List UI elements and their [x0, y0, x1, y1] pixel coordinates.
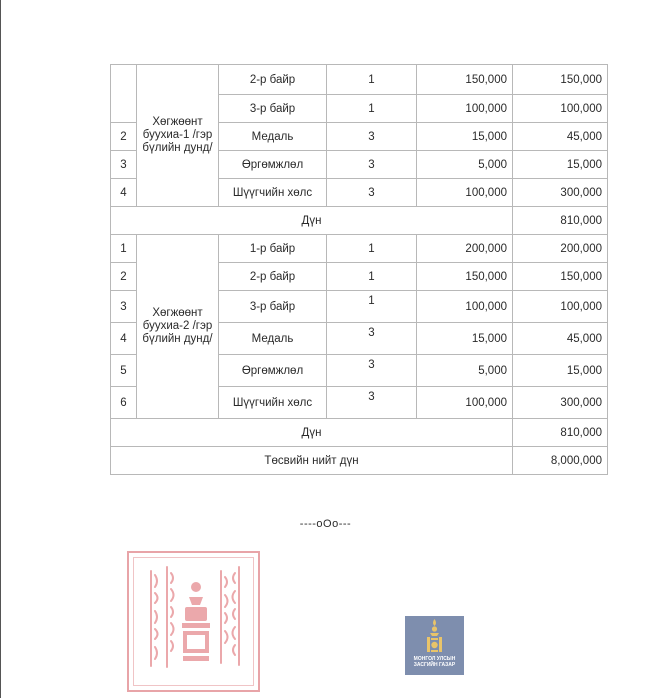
item-name: 3-р байр: [219, 291, 327, 323]
unit-price: 100,000: [417, 387, 513, 419]
subtotal-row: [111, 419, 608, 447]
unit-price: 100,000: [417, 179, 513, 207]
event-name: Хөгжөөнт буухиа-2 /гэр бүлийн дунд/: [137, 235, 219, 419]
unit-price: 15,000: [417, 123, 513, 151]
row-number: [111, 65, 137, 123]
quantity: 1: [327, 235, 417, 263]
unit-price: 150,000: [417, 263, 513, 291]
line-total: 100,000: [513, 95, 608, 123]
unit-price: 100,000: [417, 291, 513, 323]
unit-price: 5,000: [417, 151, 513, 179]
unit-price: 5,000: [417, 355, 513, 387]
quantity: 3: [327, 323, 417, 355]
item-name: 2-р байр: [219, 263, 327, 291]
line-total: 300,000: [513, 387, 608, 419]
row-number: 3: [111, 291, 137, 323]
quantity: 1: [327, 263, 417, 291]
line-total: 45,000: [513, 323, 608, 355]
item-name: Өргөмжлөл: [219, 355, 327, 387]
table-row: [111, 235, 608, 263]
subtotal-value: 810,000: [513, 419, 608, 447]
quantity: 1: [327, 291, 417, 323]
ending-mark: ----oOo---: [299, 518, 352, 530]
government-logo: [405, 616, 464, 675]
table-row: [111, 65, 608, 95]
quantity: 3: [327, 355, 417, 387]
grand-total-row: [111, 447, 608, 475]
quantity: 3: [327, 387, 417, 419]
item-name: Шүүгчийн хөлс: [219, 387, 327, 419]
line-total: 15,000: [513, 355, 608, 387]
item-name: Медаль: [219, 323, 327, 355]
row-number: 1: [111, 235, 137, 263]
item-name: Медаль: [219, 123, 327, 151]
official-seal-stamp: [127, 551, 260, 692]
unit-price: 200,000: [417, 235, 513, 263]
line-total: 150,000: [513, 65, 608, 95]
line-total: 45,000: [513, 123, 608, 151]
grand-total-label: Төсвийн нийт дүн: [111, 447, 513, 475]
subtotal-row: [111, 207, 608, 235]
seal-emblem-icon: [129, 553, 262, 694]
line-total: 300,000: [513, 179, 608, 207]
item-name: 3-р байр: [219, 95, 327, 123]
line-total: 200,000: [513, 235, 608, 263]
quantity: 3: [327, 151, 417, 179]
page-left-border: [0, 0, 1, 698]
logo-caption-line2: ЗАСГИЙН ГАЗАР: [413, 662, 456, 668]
row-number: 4: [111, 323, 137, 355]
row-number: 2: [111, 123, 137, 151]
quantity: 3: [327, 123, 417, 151]
subtotal-value: 810,000: [513, 207, 608, 235]
item-name: Өргөмжлөл: [219, 151, 327, 179]
grand-total-value: 8,000,000: [513, 447, 608, 475]
soyombo-icon: [405, 616, 464, 656]
item-name: Шүүгчийн хөлс: [219, 179, 327, 207]
row-number: 5: [111, 355, 137, 387]
unit-price: 100,000: [417, 95, 513, 123]
item-name: 2-р байр: [219, 65, 327, 95]
unit-price: 15,000: [417, 323, 513, 355]
quantity: 1: [327, 95, 417, 123]
row-number: 4: [111, 179, 137, 207]
budget-table: [110, 64, 608, 475]
line-total: 100,000: [513, 291, 608, 323]
quantity: 1: [327, 65, 417, 95]
item-name: 1-р байр: [219, 235, 327, 263]
logo-caption-line1: МОНГОЛ УЛСЫН: [413, 656, 456, 662]
line-total: 150,000: [513, 263, 608, 291]
logo-caption: [405, 656, 464, 668]
subtotal-label: Дүн: [111, 419, 513, 447]
row-number: 6: [111, 387, 137, 419]
row-number: 2: [111, 263, 137, 291]
event-name: Хөгжөөнт буухиа-1 /гэр бүлийн дунд/: [137, 65, 219, 207]
row-number: 3: [111, 151, 137, 179]
line-total: 15,000: [513, 151, 608, 179]
quantity: 3: [327, 179, 417, 207]
unit-price: 150,000: [417, 65, 513, 95]
subtotal-label: Дүн: [111, 207, 513, 235]
